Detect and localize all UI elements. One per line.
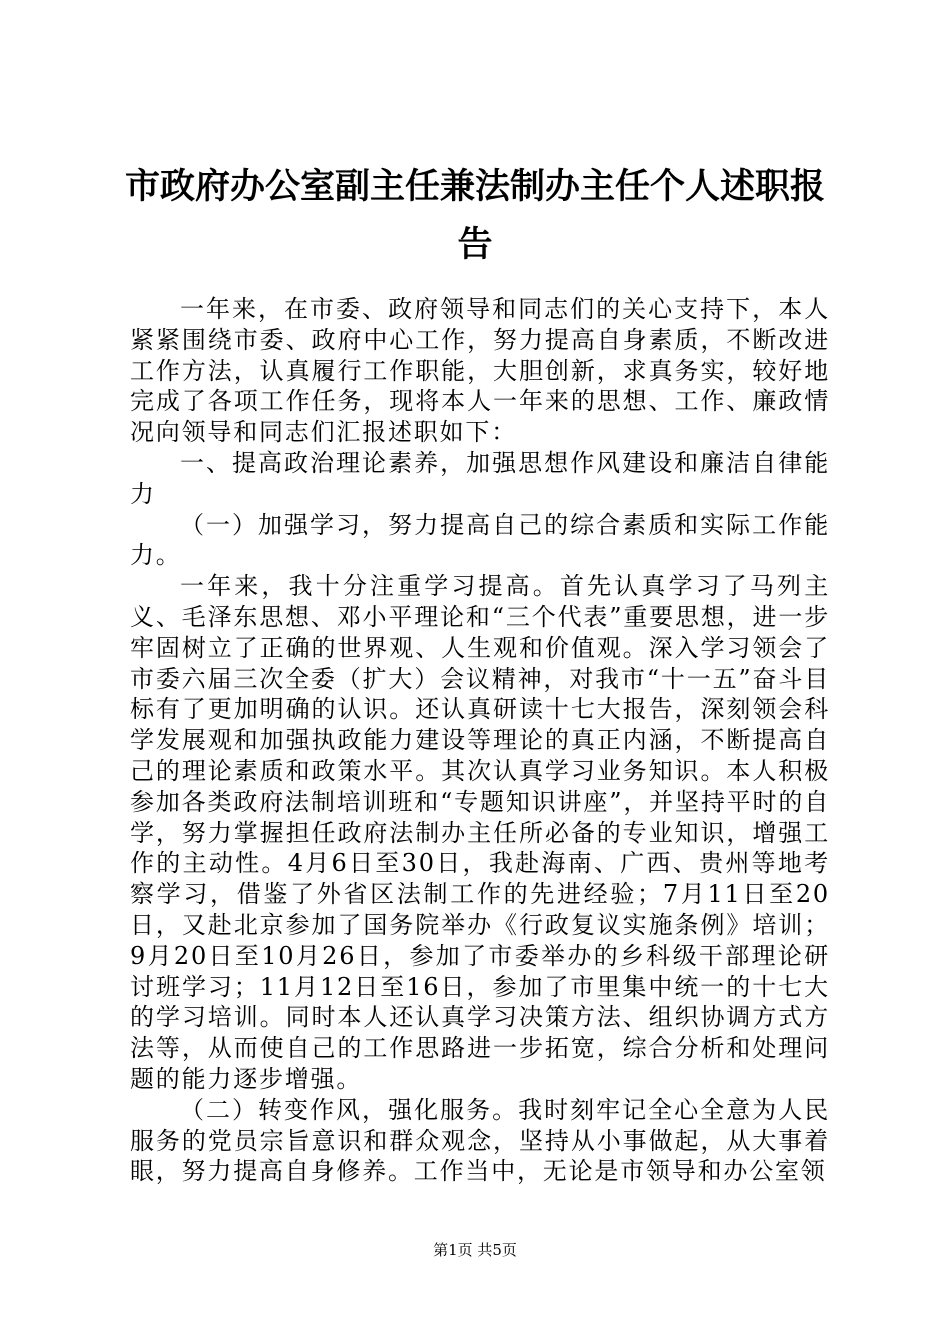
document-title: 市政府办公室副主任兼法制办主任个人述职报告 xyxy=(125,166,826,265)
paragraph-study: 一年来，我十分注重学习提高。首先认真学习了马列主义、毛泽东思想、邓小平理论和“三个代表”重要思想，进一步牢固树立了正确的世界观、人生观和价值观。深入学习领会了市委六届三次全委（扩大）会议精神，对我市“十一五”奋斗目标有了更加明确的认识。还认真研读十七大报告，深刻领会科学发展观和加强执政能力建设等理论的真正内涵，不断提高自己的理论素质和政策水平。其次认真学习业务知识。本人积极参加各类政府法制培训班和“专题知识讲座”，并坚持平时的自学，努力掌握担任政府法制办主任所必备的专业知识，增强工作的主动性。4月6日至30日，我赴海南、广西、贵州等地考察学习，借鉴了外省区法制工作的先进经验；7月11日至20日，又赴北京参加了国务院举办《行政复议实施条例》培训；9月20日至10月26日，参加了市委举办的乡科级干部理论研讨班学习；11月12日至16日，参加了市里集中统一的十七大的学习培训。同时本人还认真学习决策方法、组织协调方式方法等，从而使自己的工作思路进一步拓宽，综合分析和处理问题的能力逐步增强。 xyxy=(130,572,830,1093)
document-body xyxy=(130,294,830,1187)
paragraph-style-service: （二）转变作风，强化服务。我时刻牢记全心全意为人民服务的党员宗旨意识和群众观念，坚持从小事做起，从大事着眼，努力提高自身修养。工作当中，无论是市领导和办公室领 xyxy=(130,1095,830,1186)
section-heading-1: 一、提高政治理论素养，加强思想作风建设和廉洁自律能力 xyxy=(130,448,830,508)
subsection-heading-1: （一）加强学习，努力提高自己的综合素质和实际工作能力。 xyxy=(130,510,830,570)
page-footer: 第1页 共5页 xyxy=(433,1241,517,1259)
paragraph-intro: 一年来，在市委、政府领导和同志们的关心支持下，本人紧紧围绕市委、政府中心工作，努力提高自身素质，不断改进工作方法，认真履行工作职能，大胆创新，求真务实，较好地完成了各项工作任务，现将本人一年来的思想、工作、廉政情况向领导和同志们汇报述职如下： xyxy=(130,295,830,447)
